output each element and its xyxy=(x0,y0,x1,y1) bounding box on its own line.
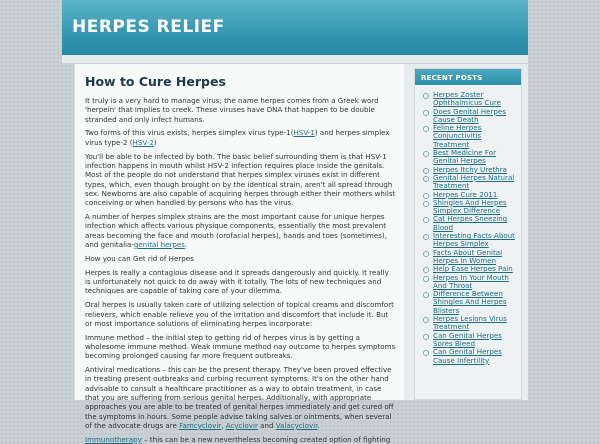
list-item xyxy=(421,232,519,249)
nav-strip xyxy=(62,55,528,64)
recent-post-link[interactable]: Can Genital Herpes Cause Infertility xyxy=(433,347,502,365)
list-item xyxy=(421,332,519,349)
valacyclovir-link[interactable]: Valacyclovir xyxy=(275,420,318,430)
immunotherapy-link[interactable]: Immunotherapy xyxy=(85,434,142,444)
sidebar xyxy=(414,68,522,400)
recent-post-link[interactable]: Shingles And Herpes Simplex Difference xyxy=(433,197,507,216)
paragraph-oral: Oral herpes is usually taken care of utilizing selection of topical creams and discomfort relievers, which enable relieve you of the irritation and discomfort that include it. But or most importance solutions of eliminating herpes incorporate: xyxy=(85,300,394,328)
paragraph-contagious: Herpes is really a contagious disease and it spreads dangerously and quickly. It really is unfortunately not quick to do away with it totally. The lots of new techniques and techniques are capable of taking care of your dilemma. xyxy=(85,267,389,296)
text-segment: and xyxy=(257,420,276,430)
list-item xyxy=(421,199,519,216)
paragraph-infection: You'll be able to be infected by both. The basic belief surrounding them is that HSV-1 infection happens in mouth whilst HSV-2 infection requires place inside the genitals. Most of the people do not understand that herpes simplex viruses exist in different types, which, even though brought on by the identical strain, aren't all spread through sex. Newborns are also capable of acquiring herpes through either their mothers whilst conceiving or when handled by persons who has the virus. xyxy=(85,151,396,208)
recent-post-link[interactable]: Best Medicine For Genital Herpes xyxy=(433,148,496,166)
paragraph-strains xyxy=(85,212,396,249)
recent-post-link[interactable]: Help Ease Herpes Pain xyxy=(433,264,513,274)
recent-post-link[interactable]: Herpes Itchy Urethra xyxy=(433,164,508,174)
hsv2-link[interactable]: HSV-2 xyxy=(132,137,154,147)
recent-posts-heading: RECENT POSTS xyxy=(415,69,521,85)
paragraph-immunotherapy xyxy=(85,435,396,444)
paragraph-immune: Immune method – the initial step to getting rid of herpes virus is by getting a wholesome immune method. Weak immune method nay outcome to herpes symptoms becoming prolonged causing far more frequent outbreaks. xyxy=(85,332,396,361)
recent-post-link[interactable]: Does Genital Herpes Cause Death xyxy=(433,106,506,124)
list-item xyxy=(421,215,519,232)
recent-posts-list xyxy=(415,85,521,365)
paragraph-types xyxy=(85,128,396,147)
text-segment: Two forms of this virus exists, herpes simplex virus type-1( xyxy=(85,128,294,138)
post-title[interactable]: How to Cure Herpes xyxy=(85,74,226,89)
list-item xyxy=(421,348,519,365)
list-item xyxy=(421,91,519,108)
recent-post-link[interactable]: Interesting Facts About Herpes Simplex xyxy=(433,231,515,249)
recent-post-link[interactable]: Herpes Lesions Virus Treatment xyxy=(433,314,507,332)
list-item xyxy=(421,249,519,266)
list-item xyxy=(421,290,519,315)
recent-post-link[interactable]: Cat Herpes Sneezing Blood xyxy=(433,214,508,232)
text-segment: ) xyxy=(153,137,157,147)
recent-post-link[interactable]: Difference Between Shingles And Herpes Blisters xyxy=(433,289,507,315)
text-segment: . xyxy=(317,420,320,430)
site-title[interactable]: HERPES RELIEF xyxy=(72,17,225,37)
famcyclovir-link[interactable]: Famcyclovir xyxy=(179,420,222,430)
recent-post-link[interactable]: Herpes Cure 2011 xyxy=(433,189,498,199)
list-item xyxy=(421,174,519,191)
paragraph-intro: It truly is a very hard to manage virus; the name herpes comes from a Greek word 'herpein' that implies to creek. These viruses have DNA that happen to be double stranded and only infect humans. xyxy=(85,96,379,124)
recent-post-link[interactable]: Genital Herpes Natural Treatment xyxy=(433,172,515,191)
hsv1-link[interactable]: HSV-1 xyxy=(293,128,315,138)
paragraph-antiviral xyxy=(85,365,396,430)
genital-herpes-link[interactable]: genital herpes xyxy=(133,239,185,249)
text-segment: – this can be a new nevertheless becoming created option of fighting xyxy=(141,434,391,444)
list-item xyxy=(421,315,519,332)
recent-post-link[interactable]: Feline Herpes Conjunctivitis Treatment xyxy=(433,123,482,149)
text-segment: , xyxy=(221,420,226,430)
text-segment: . xyxy=(184,239,188,249)
list-item xyxy=(421,108,519,125)
main-content xyxy=(74,64,404,444)
site-header xyxy=(62,0,528,55)
recent-post-link[interactable]: Can Genital Herpes Sores Bleed xyxy=(433,330,502,348)
list-item xyxy=(421,149,519,166)
text-segment: Antiviral medications – this can be the present therapy. They've been proved effective in treating present outbreaks and curbing recurrent symptoms. It's on the other hand advisable to consult a healthcare practitioner as a way to obtain treatment, in case that you are suffering from serious genital herpes. Additionally, with appropriate approaches you are able to be treated of genital herpes immediately and get cured off the symptoms in hours. Some people advise taking salves or ointments, when several of the advocate drugs are xyxy=(85,365,394,430)
list-item xyxy=(421,274,519,291)
text-segment: ) and herpes simplex virus type-2 ( xyxy=(85,128,390,147)
recent-post-link[interactable]: Herpes Zoster Ophthalmicus Cure xyxy=(433,90,501,108)
text-segment: A number of herpes simplex strains are the most important cause for unique herpes infection which affects various physique components, essentially the most prevalent areas becoming the face and mouth (orofacial herpes), hands and toes (sometimes), and genitalia- xyxy=(85,212,387,249)
list-item xyxy=(421,124,519,149)
acyclovir-link[interactable]: Acyclovir xyxy=(225,420,258,430)
paragraph-subheading: How you can Get rid of Herpes xyxy=(85,253,194,263)
recent-post-link[interactable]: Facts About Genital Herpes In Women xyxy=(433,247,503,265)
recent-post-link[interactable]: Herpes In Your Mouth And Throat xyxy=(433,272,509,290)
